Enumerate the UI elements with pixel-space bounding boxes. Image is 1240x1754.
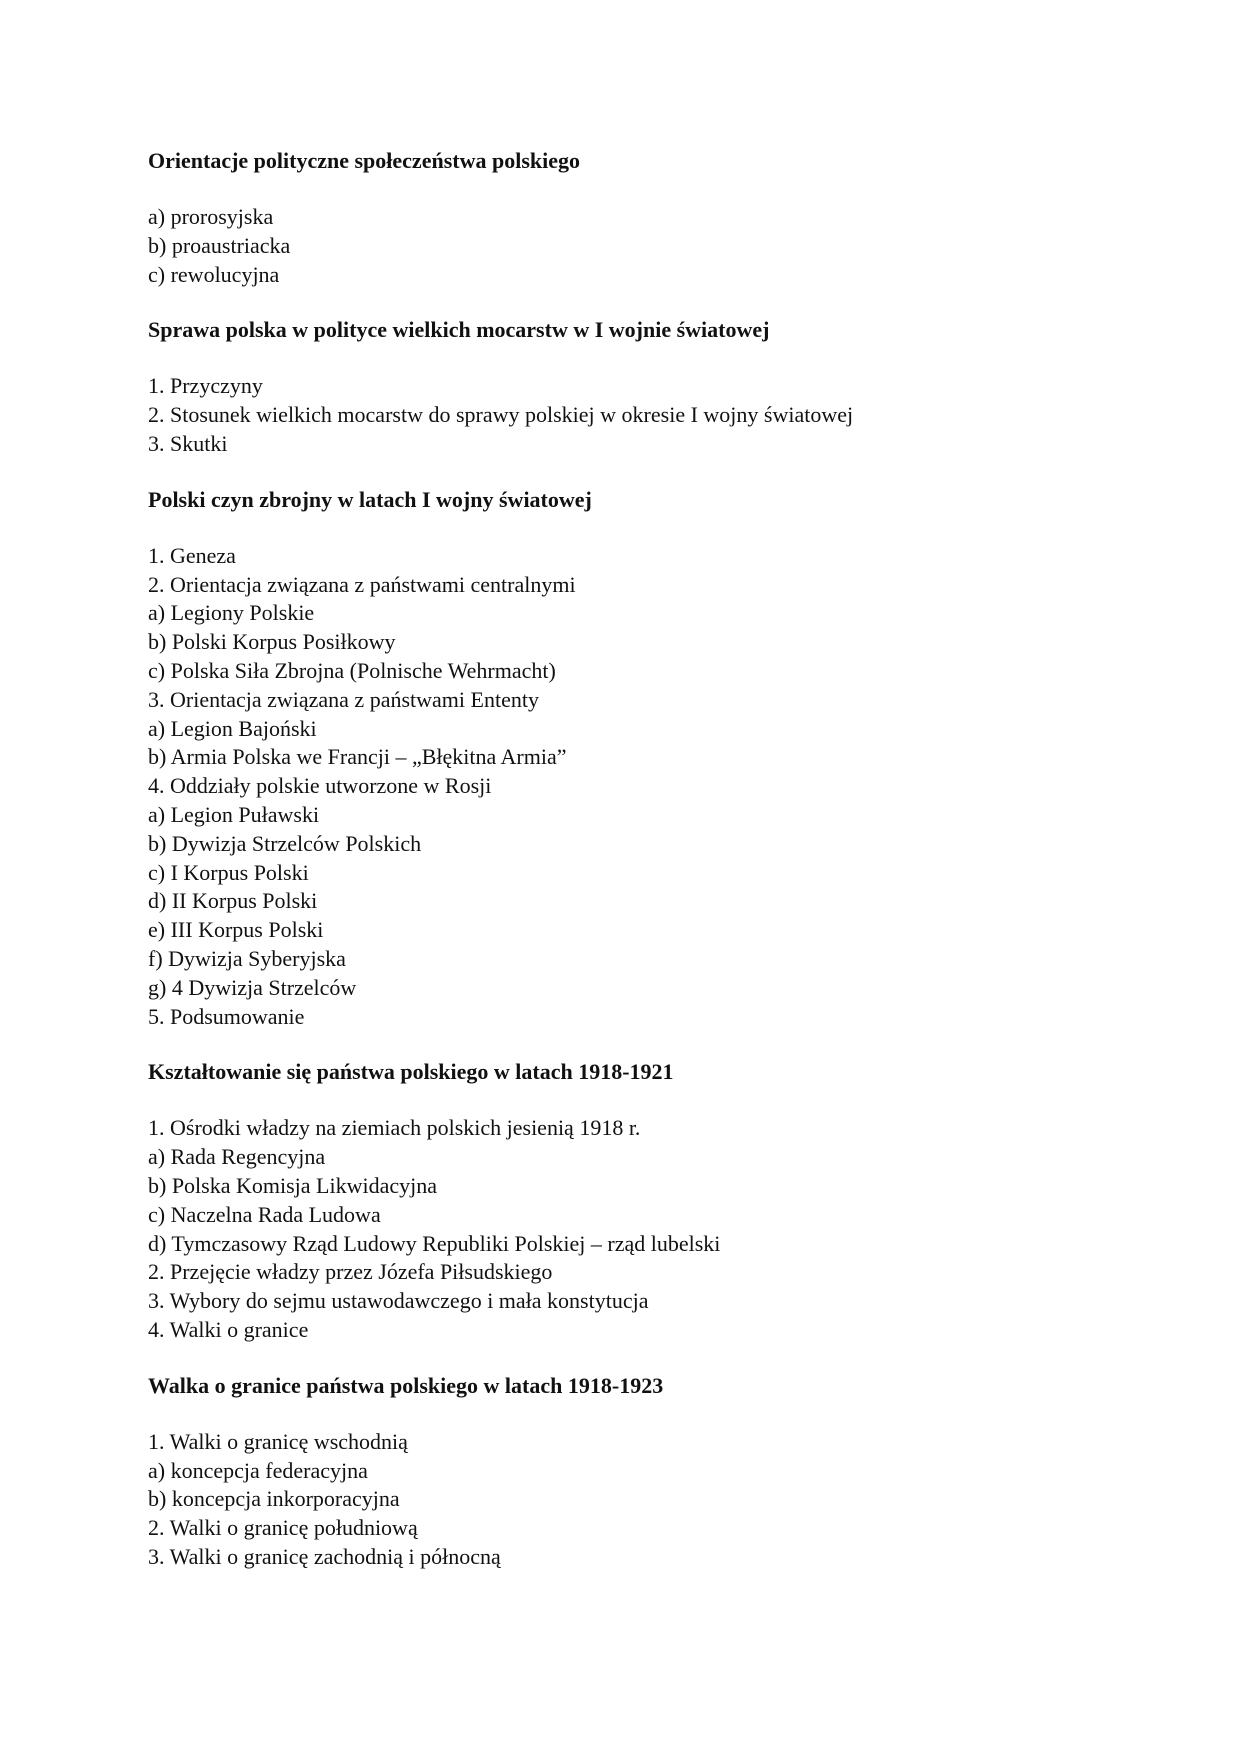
list-item: c) I Korpus Polski [148,859,309,885]
list-item: f) Dywizja Syberyjska [148,945,346,971]
list-item: a) Rada Regencyjna [148,1144,326,1170]
list-item: 1. Przyczyny [148,373,263,399]
list-item: 3. Orientacja związana z państwami Ententy [148,686,539,712]
list-item: 3. Wybory do sejmu ustawodawczego i mała konstytucja [148,1288,649,1314]
list-item: e) III Korpus Polski [148,917,324,943]
list-item: 1. Ośrodki władzy na ziemiach polskich jesienią 1918 r. [148,1115,641,1141]
list-item: 1. Walki o granicę wschodnią [148,1428,408,1454]
document-content [148,146,1148,1572]
list-item: g) 4 Dywizja Strzelców [148,974,357,1000]
list-item: 3. Skutki [148,430,228,456]
document-section [148,1057,1148,1344]
document-section [148,1371,1148,1572]
list-item: c) Naczelna Rada Ludowa [148,1201,381,1227]
list-item: a) koncepcja federacyjna [148,1457,368,1483]
section-item-list [148,542,1148,1032]
list-item: 2. Walki o granicę południową [148,1515,418,1541]
section-heading: Kształtowanie się państwa polskiego w latach 1918-1921 [148,1059,674,1085]
list-item: a) Legion Bajoński [148,715,317,741]
list-item: b) Armia Polska we Francji – „Błękitna Armia” [148,744,567,770]
list-item: 5. Podsumowanie [148,1003,305,1029]
section-heading: Sprawa polska w polityce wielkich mocarstw w I wojnie światowej [148,317,770,343]
list-item: 4. Walki o granice [148,1316,309,1342]
document-section [148,315,1148,458]
list-item: b) koncepcja inkorporacyjna [148,1486,400,1512]
list-item: 2. Przejęcie władzy przez Józefa Piłsudskiego [148,1259,553,1285]
list-item: 2. Orientacja związana z państwami centralnymi [148,571,576,597]
list-item: b) Polska Komisja Likwidacyjna [148,1172,438,1198]
list-item: b) Dywizja Strzelców Polskich [148,830,422,856]
list-item: b) proaustriacka [148,232,291,258]
list-item: a) Legion Puławski [148,801,320,827]
document-section [148,485,1148,1032]
section-item-list [148,1428,1148,1572]
document-section [148,146,1148,289]
section-item-list [148,1114,1148,1344]
list-item: 4. Oddziały polskie utworzone w Rosji [148,773,492,799]
section-heading: Polski czyn zbrojny w latach I wojny światowej [148,486,592,512]
list-item: 1. Geneza [148,542,236,568]
section-heading: Orientacje polityczne społeczeństwa polskiego [148,148,580,173]
list-item: a) Legiony Polskie [148,600,315,626]
list-item: b) Polski Korpus Posiłkowy [148,629,396,655]
list-item: d) II Korpus Polski [148,888,318,914]
list-item: d) Tymczasowy Rząd Ludowy Republiki Polskiej – rząd lubelski [148,1230,721,1256]
section-item-list [148,203,1148,289]
section-item-list [148,372,1148,458]
list-item: 2. Stosunek wielkich mocarstw do sprawy polskiej w okresie I wojny światowej [148,402,854,428]
section-heading: Walka o granice państwa polskiego w latach 1918-1923 [148,1372,664,1398]
list-item: 3. Walki o granicę zachodnią i północną [148,1543,501,1569]
list-item: c) rewolucyjna [148,261,280,287]
list-item: a) prorosyjska [148,204,274,229]
list-item: c) Polska Siła Zbrojna (Polnische Wehrmacht) [148,657,556,683]
